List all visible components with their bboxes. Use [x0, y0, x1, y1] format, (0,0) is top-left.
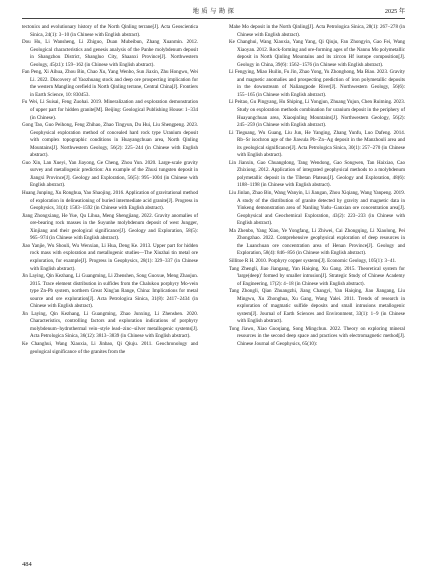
running-header: [22, 6, 405, 19]
reference-entry: Jiao Yanjie, Wu Shouli, Wu Wenxian, Li Hua, Deng Ke. 2013. Upper part for hidden rock mass with exploration and metallogenic studies—The Xiuzhai tin metal ore exploration, for example[J]. Progress in Geophysics, 28(1): 329−337 (in Chinese with English abstract).: [22, 242, 198, 272]
reference-entry: Lin Jianxin, Gao Chuangdong, Tang Wendong, Gao Songwen, Tan Haixiao, Cao Zhixiong. 2012. Application of integrated geophysical methods to a molybdenum polymetallic deposit in the Tibetan Plateau[J]. Geology and Exploration, 48(6): 1188−1198 (in Chinese with English abstract).: [229, 159, 405, 189]
reference-entry: Ma Zhenbo, Yang Xiao, Ye Yongfang, Li Zhiwei, Cai Zhongqing, Li Xiaolong, Pei Zhongzhao. 2022. Comprehensive geophysical exploration of deep resources in the Luanchuan ore concentration area of Henan Province[J]. Geology and Exploration, 58(4): 846−856 (in Chinese with English abstract).: [229, 227, 405, 257]
reference-entry: Jin Laying, Qin Kezhang, Li Guangming, Zhao Junxing, Li Zhenshen. 2020. Characteristics, controlling factors and exploration indications of porphyry molybdenum−hydrothermal vein−style lead−zinc−silver metallogenic systems[J]. Acta Petrologica Sinica, 36(12): 3813−3839 (in Chinese with English abstract).: [22, 310, 198, 340]
references-left-column: [22, 24, 198, 356]
reference-entry: Mahe Mo deposit in the North Qinling[J]. Acta Petrologica Sinica, 28(1): 267−278 (in Chinese with English abstract).: [229, 24, 405, 38]
references-right-column: [229, 24, 405, 349]
reference-entry: Jiang Zhongxiang, He Yue, Qu Lihua, Meng Shengjiang. 2022. Gravity anomalies of ore-bearing rock masses in the Suyunhe molybdenum deposit of west Jungger, Xinjiang and their geological significance[J]. Geology and Exploration, 58(5): 965−974 (in Chinese with English abstract).: [22, 212, 198, 242]
reference-entry: Li Fengying, Miao Huilin, Fu Jin, Zhao Yong, Yu Zhonghong, Ma Biao. 2023. Gravity and magnetic anomalies and prospecting prediction of iron polymetallic deposits in the downstream of Naliangpode River[J]. Northwestern Geology, 56(6): 155−165 (in Chinese with English abstract).: [229, 69, 405, 98]
journal-title: 地 质 与 勘 探: [192, 8, 235, 15]
reference-entry: Li Tieguang, Wu Guang, Liu Jun, He Yanging, Zhang Yunfu, Luo Dafeng. 2014. Rb−Sr isochron age of the Jiawula Pb−Zn−Ag deposit in the Manzhouli area and its geological significance[J]. Acta Petrologica Sinica, 30(1): 257−270 (in Chinese with English abstract).: [229, 129, 405, 159]
reference-entry: Sillitoe R H. 2010. Porphyry copper systems[J]. Economic Geology, 105(1): 3−41.: [229, 257, 397, 264]
reference-entry: Tang Zhongli, Qian Zhuangzhi, Jiang Changyi, Yan Haiqing, Jiao Jiangang, Liu Mingwu, Xu Zhonghua, Xu Gang, Wang Yalei. 2011. Trends of research in exploration of magmatic sulfide deposits and small intrusions metallogenic system[J]. Journal of Earth Sciences and Environment, 33(1): 1−9 (in Chinese with English abstract).: [229, 288, 405, 325]
reference-entry: Ke Changhui, Wang Xiaoxia, Yang Yang, Qi Qiuju, Fan Zhongyin, Gao Fei, Wang Xiaoyan. 2012. Rock-forming and ore-forming ages of the Nannu Mo polymetallic deposit in North Qinling Mountains and its zircon Hf isotope composition[J]. Geology in China, 39(6): 1562−1576 (in Chinese with English abstract).: [229, 39, 405, 68]
reference-entry: Gong Tao, Guo Peihong, Feng Zhihao, Zhao Tingyun, Du Hui, Liu Shengpeng. 2023. Geophysical exploration method of concealed hard rock type Uranium deposit with complex topographic conditions in Huayangchuan area, North Qinling Mountains[J]. Northwestern Geology, 56(2): 225−244 (in Chinese with English abstract).: [22, 122, 198, 159]
reference-entry: tectonics and evolutionary history of the North Qinling terrane[J]. Acta Geoscientica Sinica, 24(1): 3−10 (in Chinese with English abstract).: [22, 24, 198, 38]
header-year: 2025 年: [384, 8, 405, 15]
reference-entry: Dou Hu, Li Wansheng, Li Zhiguo, Duan Mubeibun, Zhang Xuanmin. 2012. Geological characteristics and genesis analysis of the Panhe molybdenum deposit in Shangzhou District, Shangluo City, Shaanxi Province[J]. Northwestern Geology, 45(z1): 159−162 (in Chinese with English abstract).: [22, 39, 198, 68]
reference-entry: Liu Jinlan, Zhao Bin, Wang Wanyin, Li Jiangan, Zhou Xiqiang, Wang Yanpeng. 2019. A study of the distribution of granite detected by gravity and magnetic data in Yinkeng demonstration area of Nanling Yudu−Ganxian ore concentration area[J]. Geophysical and Geochemical Exploration, 43(2): 223−233 (in Chinese with English abstract).: [229, 190, 405, 227]
reference-entry: Fu Wei, Li Suisai, Feng Zuohai. 2019. Mineralization and exploration demonstration of upper part for hidden granite[M]. Beijing: Geological Publishing House: 1−334 (in Chinese).: [22, 99, 198, 121]
page-number: 484: [22, 561, 32, 568]
reference-entry: Tang Zhengli, Jiao Jiangang, Yan Haiqing, Xu Gang. 2015. Theoretical system for 'large(deep)' formed by smaller intrusion[J]. Strategic Study of Chinese Academy of Engineering, 17(2): 4−18 (in Chinese with English abstract).: [229, 265, 405, 287]
reference-entry: Jin Laying, Qin Kezhang, Li Guangming, Li Zhenshen, Song Guoxue, Meng Zhaojun. 2015. Trace element distribution in sulfides from the Chalukou porphyry Mo-vein type Zn-Pb system, northern Great Xing'an Range, China: Implications for metal source and ore exploration[J]. Acta Petrologica Sinica, 31(8): 2417−2434 (in Chinese with English abstract).: [22, 273, 198, 310]
reference-entry: Ke Changhui, Wang Xiaoxia, Li Jinbao, Qi Qiuju. 2011. Geochronology and geological significance of the granites from the: [22, 340, 198, 355]
reference-entry: Guo Xin, Lan Xueyi, Yan Jiayong, Ge Cheng, Zhou Yun. 2020. Large-scale gravity survey and metallogenic prediction: An example of the Zhuxi tungsten deposit in Jiangxi Province[J]. Geology and Exploration, 56(5): 995−1004 (in Chinese with English abstract).: [22, 159, 198, 189]
reference-entry: Huang Junping, Xu Ronghua, Yao Shaojing. 2016. Application of gravitational method of exploration in delineationing of buried intermediate acid granite[J]. Progress in Geophysics, 31(4): 1583−1592 (in Chinese with English abstract).: [22, 190, 198, 212]
reference-entry: Tong Jiawu, Xiao Guoqiang, Song Mingchun. 2022. Theory on exploring mineral resources in the second deep space and practices with electromagnetic method[J]. Chinese Journal of Geophysics, 65(10):: [229, 325, 405, 347]
reference-entry: Li Peitao, Gu Pingyang, Hu Shiping, Li Yongjun, Zhuang Yujun, Chen Ruiming. 2023. Study on exploration methods combination for uranium deposit in the periphery of Huayangchuan area, Xiaoqinling Mountains[J]. Northwestern Geology, 56(2): 245−259 (in Chinese with English abstract).: [229, 99, 405, 129]
reference-entry: Fan Peng, Xi Aihua, Zhou Bin, Chao Xu, Yang Wenbo, Sun Jiaxin, Zhu Hongwu, Wei Li. 2022. Discovery of Yaozhuang stock and deep ore prospecting implication for the western Mangling orefield in North Qinling terrane, Central China[J]. Frontiers in Earth Science, 10: 830453.: [22, 69, 198, 98]
